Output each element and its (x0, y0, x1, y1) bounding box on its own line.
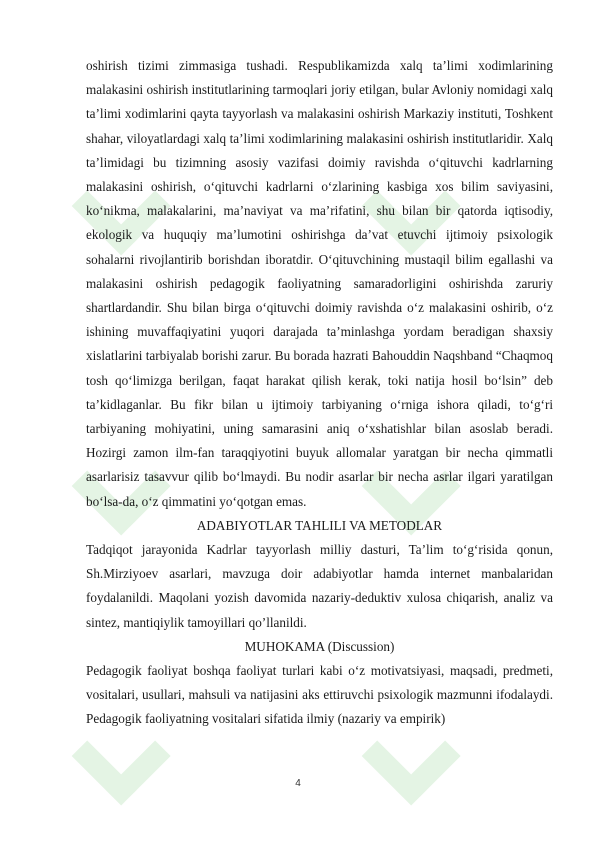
paragraph-methods: Tadqiqot jarayonida Kadrlar tayyorlash milliy dasturi, Ta’lim to‘g‘risida qonun, Sh.Mirziyoev asarlari, mavzuga doir adabiyotlar hamda internet manbalaridan foydalanildi. Maqolani yozish davomida nazariy-deduktiv xulosa chiqarish, analiz va sintez, mantiqiylik tamoyillari qo’llanildi. (86, 542, 553, 630)
page-number: 4 (295, 778, 301, 789)
paragraph-discussion: Pedagogik faoliyat boshqa faoliyat turlari kabi o‘z motivatsiyasi, maqsadi, predmeti, vositalari, usullari, mahsuli va natijasini aks ettiruvchi psixologik mazmunni ifodalaydi. Pedagogik faoliyatning vositalari sifatida ilmiy (nazariy va empirik) (86, 663, 553, 727)
document-body (86, 54, 553, 732)
section-heading-discussion: MUHOKAMA (Discussion) (244, 638, 395, 654)
section-heading-methods: ADABIYOTLAR TAHLILI VA METODLAR (196, 517, 443, 533)
paragraph-intro: oshirish tizimi zimmasiga tushadi. Respublikamizda xalq ta’limi xodimlarining malakasini oshirish institutlarining tarmoqlari joriy etilgan, bular Avloniy nomidagi xalq ta’limi xodimlarini qayta tayyorlash va malakasini oshirish Markaziy instituti, Toshkent shahar, viloyatlardagi xalq ta’limi xodimlarining malakasini oshirish institutlaridir. Xalq ta’limidagi bu tizimning asosiy vazifasi doimiy ravishda o‘qituvchi kadrlarning malakasini oshirish, o‘qituvchi kadrlarni o‘zlarining kasbiga xos bilim saviyasini, ko‘nikma, malakalarini, ma’naviyat va ma’rifatini, shu bilan bir qatorda iqtisodiy, ekologik va huquqiy ma’lumotini oshirishga da’vat etuvchi ijtimoiy psixologik sohalarni rivojlantirib borishdan iboratdir. O‘qituvchining mustaqil bilim egallashi va malakasini oshirish pedagogik faoliyatning samaradorligini oshirishda zaruriy shartlardandir. Shu bilan birga o‘qituvchi doimiy ravishda o‘z malakasini oshirib, o‘z ishining muvaffaqiyatini yuqori darajada ta’minlashga yordam beradigan shaxsiy xislatlarini tarbiyalab borishi zarur. Bu borada hazrati Bahouddin Naqshband “Chaqmoq tosh qo‘limizga berilgan, faqat harakat qilish kerak, toki natija hosil bo‘lsin” deb ta’kidlaganlar. Bu fikr bilan u ijtimoiy tarbiyaning o‘rniga ishora qiladi, to‘g‘ri tarbiyaning mohiyatini, uning samarasini aniq o‘xshatishlar bilan asoslab beradi. Hozirgi zamon ilm-fan taraqqiyotini buyuk allomalar yaratgan bir necha qimmatli asarlarisiz tasavvur qilib bo‘lmaydi. Bu nodir asarlar bir necha asrlar ilgari yaratilgan bo‘lsa-da, o‘z qimmatini yo‘qotgan emas. (86, 58, 553, 509)
